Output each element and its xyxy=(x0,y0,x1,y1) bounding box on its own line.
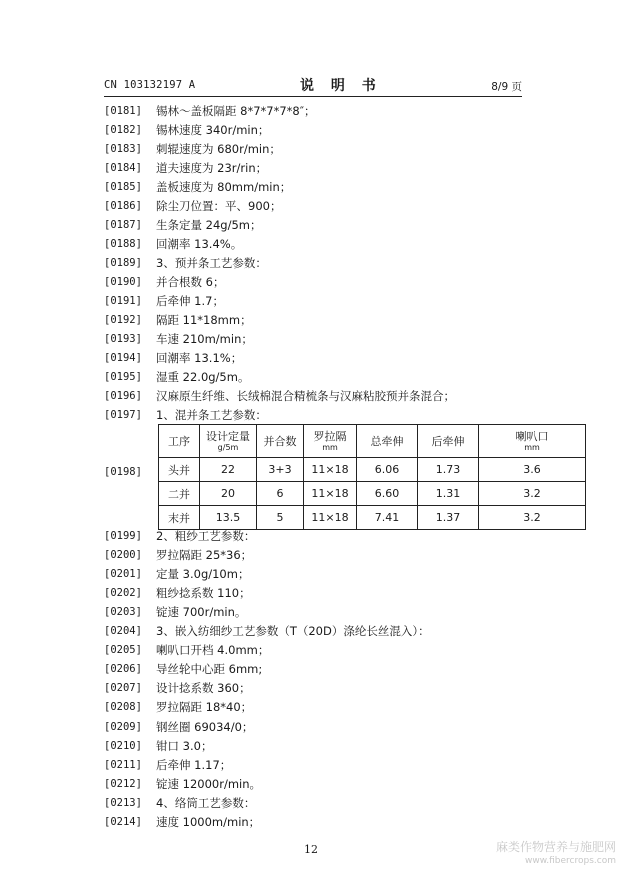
col-header-back-draft: 后牵伸 xyxy=(418,425,479,458)
table-row xyxy=(159,458,586,482)
paragraph-text: 锭速 700r/min。 xyxy=(156,605,247,620)
paragraph-text: 生条定量 24g/5m； xyxy=(156,218,262,232)
table-cell: 3.2 xyxy=(479,482,586,506)
paragraph-text: 导丝轮中心距 6mm; xyxy=(156,662,263,677)
paragraph-text: 设计捻系数 360； xyxy=(156,681,251,696)
paragraph-number: [0187] xyxy=(104,219,142,231)
paragraph-text: 4、络筒工艺参数： xyxy=(156,795,256,810)
paragraph-text: 喇叭口开档 4.0mm； xyxy=(156,643,270,658)
table-cell: 5 xyxy=(257,506,304,530)
paragraph-text: 汉麻原生纤维、长绒棉混合精梳条与汉麻粘胶预并条混合； xyxy=(156,389,455,403)
table-cell: 3.6 xyxy=(479,458,586,482)
header-divider xyxy=(104,96,522,97)
paragraph-number: [0214] xyxy=(104,815,142,828)
table-row xyxy=(159,482,586,506)
paragraph-number: [0183] xyxy=(104,143,142,155)
watermark-line2: www.fibercrops.com xyxy=(525,856,616,866)
paragraph-number: [0194] xyxy=(104,352,142,364)
paragraph-text: 后牵伸 1.17； xyxy=(156,757,232,772)
paragraph-text: 道夫速度为 23r/rin； xyxy=(156,161,268,175)
paragraph-text: 罗拉隔距 25*36； xyxy=(156,548,253,563)
paragraph-text: 3、预并条工艺参数： xyxy=(156,256,267,270)
paragraph-text: 除尘刀位置：平、900； xyxy=(156,199,282,213)
paragraph-text: 速度 1000m/min； xyxy=(156,814,261,829)
paragraph-text: 2、粗纱工艺参数： xyxy=(156,529,256,543)
col-header-trumpet: 喇叭口 mm xyxy=(479,425,586,458)
table-cell: 13.5 xyxy=(200,506,257,530)
paragraph-number: [0204] xyxy=(104,625,142,638)
paragraph-number: [0211] xyxy=(104,758,142,771)
table-header-row xyxy=(159,425,586,458)
table-cell: 1.37 xyxy=(418,506,479,530)
paragraph-text: 刺辊速度为 680r/min； xyxy=(156,142,281,156)
paragraph-text: 湿重 22.0g/5m。 xyxy=(156,370,250,384)
paragraph-number: [0186] xyxy=(104,200,142,212)
paragraph-number: [0210] xyxy=(104,739,142,752)
paragraph-number: [0181] xyxy=(104,105,142,117)
table-cell: 11×18 xyxy=(304,482,357,506)
paragraph-number: [0196] xyxy=(104,390,142,402)
paragraph-text: 3、嵌入纺细纱工艺参数（T（20D）涤纶长丝混入）： xyxy=(156,624,430,639)
paragraph-number: [0182] xyxy=(104,124,142,136)
page-indicator: 8/9 页 xyxy=(491,81,522,93)
page-number: 12 xyxy=(304,843,318,856)
paragraph-text: 罗拉隔距 18*40； xyxy=(156,700,253,715)
doc-number: CN 103132197 A xyxy=(104,79,196,91)
paragraph-text: 钢丝圈 69034/0； xyxy=(156,719,254,734)
paragraph-number: [0212] xyxy=(104,777,142,790)
col-header-doubling: 并合数 xyxy=(257,425,304,458)
paragraph-number: [0193] xyxy=(104,333,142,345)
paragraph-number: [0185] xyxy=(104,181,142,193)
paragraph-text: 并合根数 6； xyxy=(156,275,225,289)
paragraph-number: [0199] xyxy=(104,530,142,542)
paragraph-number: [0190] xyxy=(104,276,142,288)
paragraph-number: [0202] xyxy=(104,587,142,600)
table-cell: 6.60 xyxy=(357,482,418,506)
paragraph-number: [0192] xyxy=(104,314,142,326)
paragraph-text: 粗纱捻系数 110； xyxy=(156,586,251,601)
paragraph-text: 锡林速度 340r/min； xyxy=(156,123,270,137)
page-header xyxy=(104,77,522,97)
table-cell: 11×18 xyxy=(304,458,357,482)
table-paragraph-number: [0198] xyxy=(104,466,142,478)
table-cell: 7.41 xyxy=(357,506,418,530)
col-header-process: 工序 xyxy=(159,425,200,458)
watermark-line1: 麻类作物营养与施肥网 xyxy=(495,840,616,854)
paragraph-number: [0200] xyxy=(104,549,142,562)
paragraph-text: 盖板速度为 80mm/min； xyxy=(156,180,292,194)
watermark xyxy=(496,840,616,867)
table-cell: 6.06 xyxy=(357,458,418,482)
paragraph-number: [0191] xyxy=(104,295,142,307)
table-cell: 11×18 xyxy=(304,506,357,530)
paragraph-text: 车速 210m/min； xyxy=(156,332,253,346)
paragraph-text: 钳口 3.0； xyxy=(156,738,213,753)
col-header-design-weight: 设计定量 g/5m xyxy=(200,425,257,458)
table-cell: 20 xyxy=(200,482,257,506)
paragraph-text: 定量 3.0g/10m； xyxy=(156,567,250,582)
table-cell: 末并 xyxy=(159,506,200,530)
paragraph-number: [0209] xyxy=(104,720,142,733)
paragraph-text: 锡林～盖板隔距 8*7*7*7*8″； xyxy=(156,104,316,118)
paragraph-number: [0213] xyxy=(104,796,142,809)
paragraph-number: [0188] xyxy=(104,238,142,250)
paragraph-text: 隔距 11*18mm； xyxy=(156,313,252,327)
table-row xyxy=(159,506,586,530)
paragraph-number: [0206] xyxy=(104,663,142,676)
table-cell: 3.2 xyxy=(479,506,586,530)
col-header-total-draft: 总牵伸 xyxy=(357,425,418,458)
paragraph-number: [0189] xyxy=(104,257,142,269)
table-cell: 1.73 xyxy=(418,458,479,482)
table-cell: 二并 xyxy=(159,482,200,506)
paragraph-number: [0205] xyxy=(104,644,142,657)
table-cell: 6 xyxy=(257,482,304,506)
col-header-roller-gauge: 罗拉隔 mm xyxy=(304,425,357,458)
paragraph-number: [0197] xyxy=(104,409,142,421)
paragraph-number: [0195] xyxy=(104,371,142,383)
page-title: 说 明 书 xyxy=(300,78,382,94)
paragraph-number: [0184] xyxy=(104,162,142,174)
paragraph-number: [0208] xyxy=(104,701,142,714)
drawing-process-table xyxy=(158,424,586,530)
paragraph-number: [0201] xyxy=(104,568,142,581)
paragraph-text: 回潮率 13.1%； xyxy=(156,351,243,365)
paragraph-number: [0203] xyxy=(104,606,142,619)
paragraph-text: 锭速 12000r/min。 xyxy=(156,776,262,791)
table-cell: 3+3 xyxy=(257,458,304,482)
paragraph-number: [0207] xyxy=(104,682,142,695)
paragraph-text: 1、混并条工艺参数： xyxy=(156,408,267,422)
paragraph-text: 回潮率 13.4%。 xyxy=(156,237,243,251)
table-cell: 22 xyxy=(200,458,257,482)
table-cell: 头并 xyxy=(159,458,200,482)
paragraph-text: 后牵伸 1.7； xyxy=(156,294,224,308)
table-cell: 1.31 xyxy=(418,482,479,506)
